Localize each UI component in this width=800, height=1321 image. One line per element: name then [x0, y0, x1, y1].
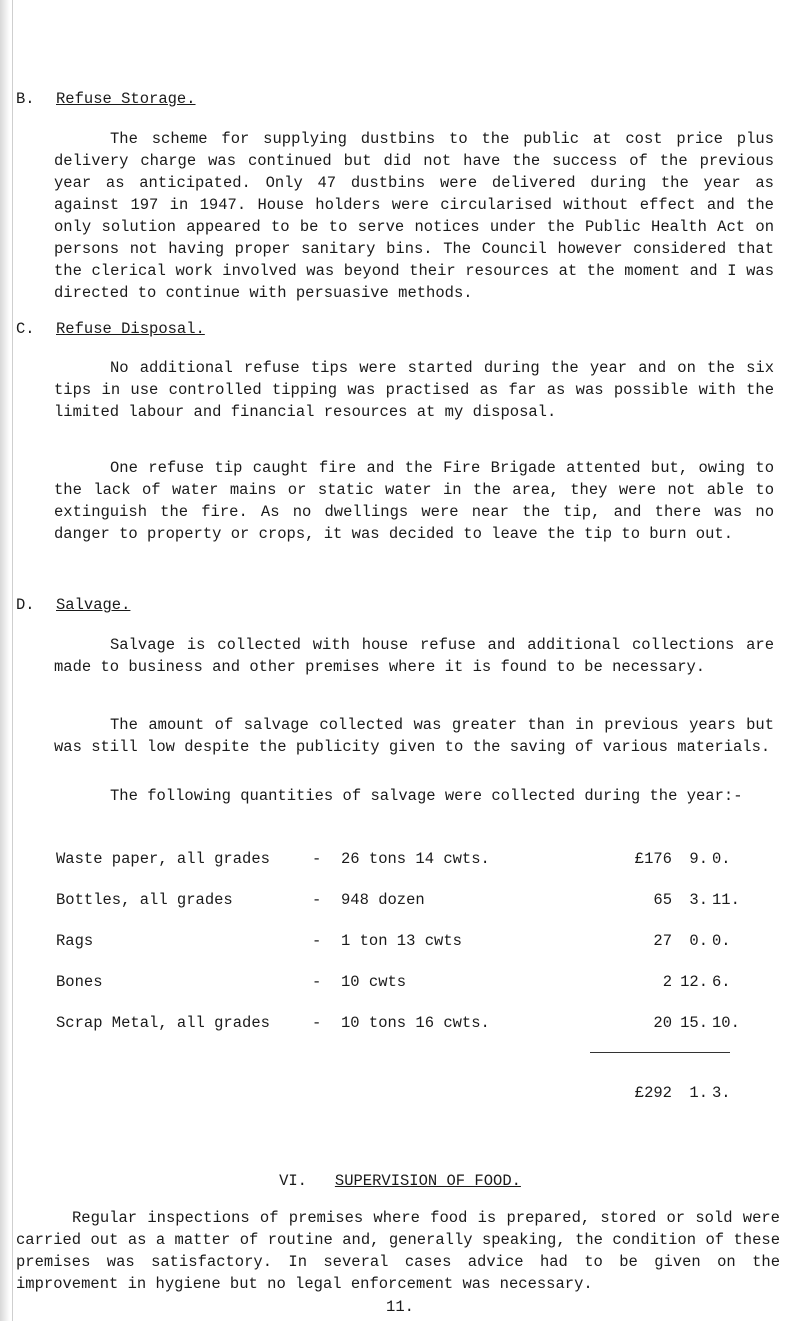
- salvage-paragraph-3: [54, 785, 774, 807]
- item-name: Waste paper, all grades: [56, 850, 270, 868]
- item-pounds: £176: [634, 850, 672, 868]
- section-letter: C.: [16, 320, 35, 338]
- item-shillings: 9.: [689, 850, 708, 868]
- section-letter: D.: [16, 596, 35, 614]
- item-name: Scrap Metal, all grades: [56, 1014, 270, 1032]
- section-heading: Salvage.: [56, 596, 131, 614]
- section-heading: Refuse Storage.: [56, 90, 196, 108]
- scan-margin-line: [12, 0, 13, 1321]
- item-pence: 11.: [712, 891, 740, 909]
- table-row: [56, 889, 776, 911]
- item-quantity: 948 dozen: [341, 891, 425, 909]
- table-row: [56, 971, 776, 993]
- item-name: Rags: [56, 932, 94, 950]
- paragraph-text: The following quantities of salvage were collected during the year:-: [110, 787, 743, 805]
- section-letter: B.: [16, 90, 35, 108]
- item-pence: 6.: [712, 973, 731, 991]
- paragraph-text: Regular inspections of premises where food is prepared, stored or sold were carried out as a matter of routine and, generally speaking, the condition of these premises was satisfactory. In several cases advice had to be given on the improvement in hygiene but no legal enforcement was necessary.: [16, 1209, 780, 1293]
- item-pence: 10.: [712, 1014, 740, 1032]
- salvage-paragraph-2: [54, 714, 774, 758]
- item-shillings: 12.: [680, 973, 708, 991]
- section-number: VI.: [279, 1172, 307, 1190]
- supervision-of-food-paragraph: [16, 1207, 780, 1295]
- table-row: [56, 930, 776, 952]
- salvage-paragraph-1: [54, 634, 774, 678]
- total-pounds: £292: [634, 1084, 672, 1102]
- item-pounds: 27: [653, 932, 672, 950]
- section-supervision-of-food-title: [0, 1170, 800, 1192]
- paragraph-text: No additional refuse tips were started during the year and on the six tips in use controlled tipping was practised as far as was possible with the limited labour and financial resources at my disposal.: [54, 359, 774, 421]
- refuse-storage-paragraph: [54, 128, 774, 304]
- paragraph-text: The scheme for supplying dustbins to the public at cost price plus delivery charge was continued but did not have the success of the previous year as anticipated. Only 47 dustbins were delivered during the year as against 197 in 1947. House holders were circularised without effect and the only solution appeared to be to serve notices under the Public Health Act on persons not having proper sanitary bins. The Council however considered that the clerical work involved was beyond their resources at the moment and I was directed to continue with persuasive methods.: [54, 130, 774, 302]
- item-dash: -: [312, 1014, 322, 1032]
- refuse-disposal-paragraph-2: [54, 457, 774, 545]
- total-shillings: 1.: [689, 1084, 708, 1102]
- item-dash: -: [312, 850, 322, 868]
- item-shillings: 0.: [689, 932, 708, 950]
- paragraph-text: One refuse tip caught fire and the Fire Brigade attented but, owing to the lack of water mains or static water in the area, they were not able to extinguish the fire. As no dwellings were near the tip, and there was no danger to property or crops, it was decided to leave the tip to burn out.: [54, 459, 774, 543]
- total-rule: [590, 1052, 730, 1053]
- item-quantity: 10 cwts: [341, 973, 407, 991]
- item-dash: -: [312, 973, 322, 991]
- item-name: Bottles, all grades: [56, 891, 233, 909]
- item-pounds: 65: [653, 891, 672, 909]
- section-heading: SUPERVISION OF FOOD.: [334, 1172, 521, 1190]
- item-pounds: 20: [653, 1014, 672, 1032]
- scan-edge-shadow: [0, 0, 10, 1321]
- item-name: Bones: [56, 973, 103, 991]
- item-shillings: 15.: [680, 1014, 708, 1032]
- table-row: [56, 1012, 776, 1034]
- total-pence: 3.: [712, 1084, 731, 1102]
- item-dash: -: [312, 891, 322, 909]
- paragraph-text: The amount of salvage collected was greater than in previous years but was still low despite the publicity given to the saving of various materials.: [54, 716, 774, 756]
- item-dash: -: [312, 932, 322, 950]
- item-pounds: 2: [662, 973, 672, 991]
- refuse-disposal-paragraph-1: [54, 357, 774, 423]
- table-row: [56, 848, 776, 870]
- item-shillings: 3.: [689, 891, 708, 909]
- item-pence: 0.: [712, 932, 731, 950]
- item-pence: 0.: [712, 850, 731, 868]
- item-quantity: 1 ton 13 cwts: [341, 932, 462, 950]
- section-heading: Refuse Disposal.: [56, 320, 205, 338]
- table-total-row: [56, 1082, 776, 1104]
- paragraph-text: Salvage is collected with house refuse and additional collections are made to business and other premises where it is found to be necessary.: [54, 636, 774, 676]
- item-quantity: 26 tons 14 cwts.: [341, 850, 490, 868]
- item-quantity: 10 tons 16 cwts.: [341, 1014, 490, 1032]
- page-number: 11.: [386, 1298, 414, 1316]
